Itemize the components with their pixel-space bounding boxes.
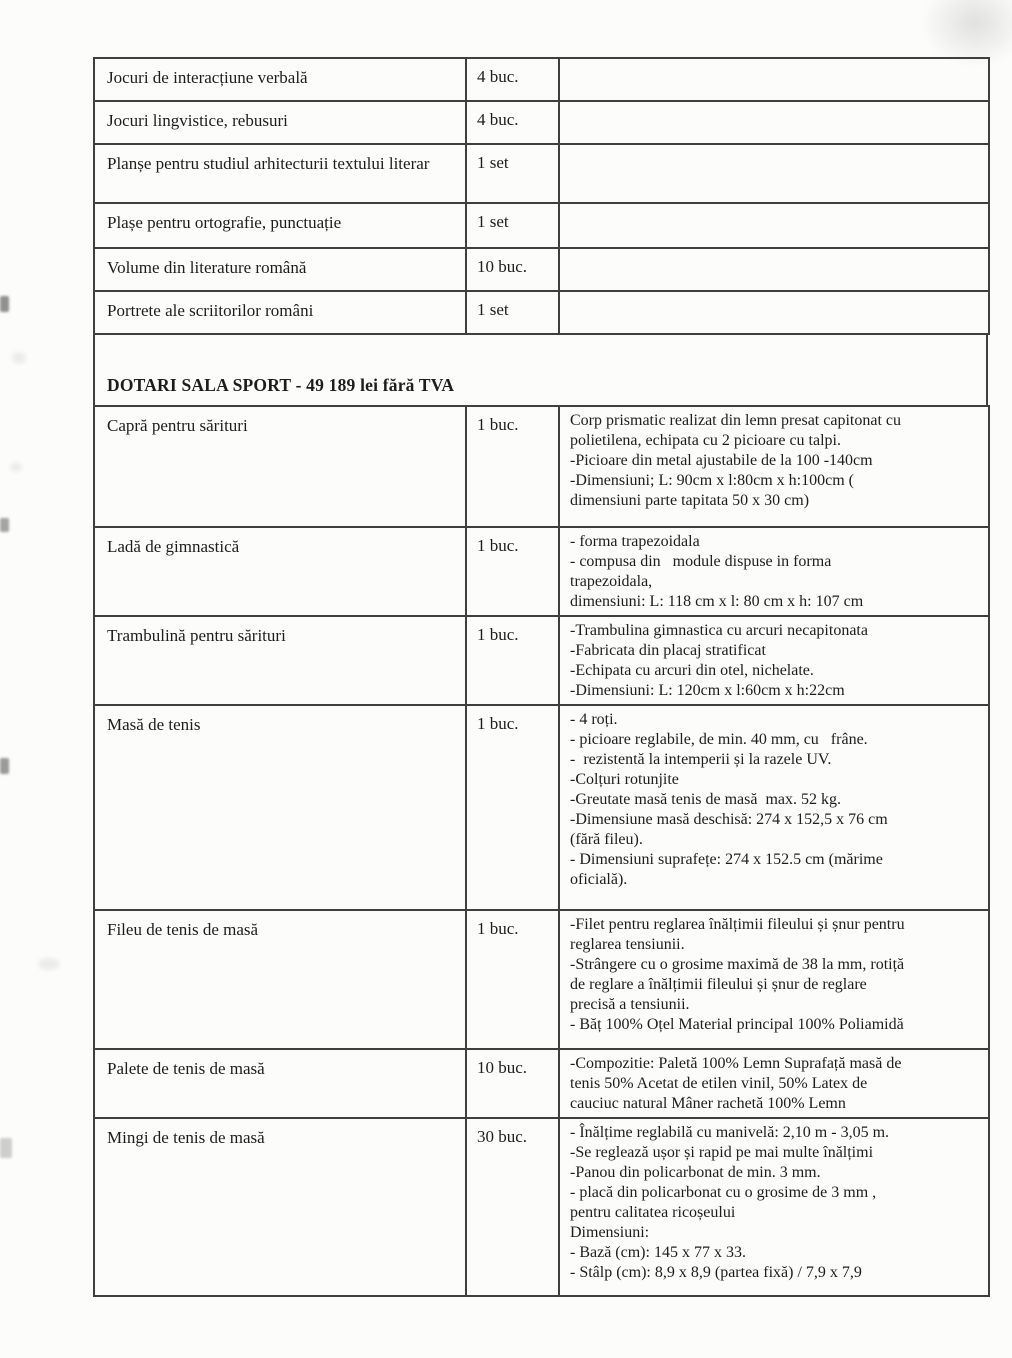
item-name: Jocuri lingvistice, rebusuri	[94, 101, 466, 144]
item-name: Planșe pentru studiul arhitecturii textului literar	[94, 144, 466, 203]
item-quantity: 30 buc.	[466, 1118, 559, 1296]
item-description: -Trambulina gimnastica cu arcuri necapitonata -Fabricata din placaj stratificat -Echipata cu arcuri din otel, nichelate. -Dimensiuni: L: 120cm x l:60cm x h:22cm	[559, 616, 989, 705]
item-description: -Filet pentru reglarea înălțimii fileului și șnur pentru reglarea tensiunii. -Strângere cu o grosime maximă de 38 la mm, rotiță de reglare a înălțimii fileului și șnur de reglare precisă a tensiunii. - Băț 100% Oțel Material principal 100% Poliamidă	[559, 910, 989, 1049]
item-quantity: 1 set	[466, 144, 559, 203]
table-row	[94, 705, 989, 910]
table-row	[94, 1118, 989, 1296]
table-row	[94, 58, 989, 101]
item-quantity: 10 buc.	[466, 248, 559, 291]
item-quantity: 1 set	[466, 291, 559, 334]
sport-section-heading-cell	[93, 335, 988, 405]
scan-edge-mark	[0, 518, 9, 532]
item-quantity: 1 buc.	[466, 616, 559, 705]
item-name: Capră pentru sărituri	[94, 406, 466, 527]
item-quantity: 10 buc.	[466, 1049, 559, 1118]
item-description	[559, 144, 989, 203]
table-row	[94, 910, 989, 1049]
item-description	[559, 248, 989, 291]
item-quantity: 4 buc.	[466, 101, 559, 144]
table-row	[94, 527, 989, 616]
item-description	[559, 101, 989, 144]
item-name: Jocuri de interacțiune verbală	[94, 58, 466, 101]
item-name: Trambulină pentru sărituri	[94, 616, 466, 705]
item-quantity: 1 buc.	[466, 527, 559, 616]
item-description: - 4 roți. - picioare reglabile, de min. 40 mm, cu frâne. - rezistentă la intemperii și la razele UV. -Colțuri rotunjite -Greutate masă tenis de masă max. 52 kg. -Dimensiune masă deschisă: 274 x 152,5 x 76 cm (fără fileu). - Dimensiuni suprafețe: 274 x 152.5 cm (mărime oficială).	[559, 705, 989, 910]
item-description: -Compozitie: Paletă 100% Lemn Suprafață masă de tenis 50% Acetat de etilen vinil, 50% Latex de cauciuc natural Mâner rachetă 100% Lemn	[559, 1049, 989, 1118]
table-row	[94, 291, 989, 334]
document-body	[93, 57, 988, 1297]
item-description: Corp prismatic realizat din lemn presat capitonat cu polietilena, echipata cu 2 picioare cu talpi. -Picioare din metal ajustabile de la 100 -140cm -Dimensiuni; L: 90cm x l:80cm x h:100cm ( dimensiuni parte tapitata 50 x 30 cm)	[559, 406, 989, 527]
item-name: Volume din literature română	[94, 248, 466, 291]
item-description	[559, 203, 989, 248]
table-row	[94, 101, 989, 144]
table-row	[94, 144, 989, 203]
item-description: - Înălțime reglabilă cu manivelă: 2,10 m - 3,05 m. -Se reglează ușor și rapid pe mai multe înălțimi -Panou din policarbonat de min. 3 mm. - placă din policarbonat cu o grosime de 3 mm , pentru calitatea ricoșeului Dimensiuni: - Bază (cm): 145 x 77 x 33. - Stâlp (cm): 8,9 x 8,9 (partea fixă) / 7,9 x 7,9	[559, 1118, 989, 1296]
item-name: Mingi de tenis de masă	[94, 1118, 466, 1296]
item-quantity: 4 buc.	[466, 58, 559, 101]
item-quantity: 1 buc.	[466, 910, 559, 1049]
scan-blob	[38, 958, 60, 970]
item-name: Masă de tenis	[94, 705, 466, 910]
item-quantity: 1 buc.	[466, 406, 559, 527]
scan-edge-mark	[0, 1138, 12, 1158]
item-name: Fileu de tenis de masă	[94, 910, 466, 1049]
item-name: Palete de tenis de masă	[94, 1049, 466, 1118]
item-description: - forma trapezoidala - compusa din module dispuse in forma trapezoidala, dimensiuni: L: 118 cm x l: 80 cm x h: 107 cm	[559, 527, 989, 616]
scan-edge-mark	[0, 296, 9, 312]
item-name: Ladă de gimnastică	[94, 527, 466, 616]
item-name: Portrete ale scriitorilor români	[94, 291, 466, 334]
item-description	[559, 58, 989, 101]
table-row	[94, 248, 989, 291]
table-row	[94, 1049, 989, 1118]
sport-section-heading: DOTARI SALA SPORT - 49 189 lei fără TVA	[107, 375, 455, 395]
table-row	[94, 406, 989, 527]
table-row	[94, 616, 989, 705]
item-quantity: 1 buc.	[466, 705, 559, 910]
item-name: Plașe pentru ortografie, punctuație	[94, 203, 466, 248]
sport-equipment-table	[93, 405, 990, 1297]
scan-blob	[10, 462, 22, 472]
scan-blob	[12, 352, 26, 364]
scan-edge-mark	[0, 758, 9, 774]
item-quantity: 1 set	[466, 203, 559, 248]
table-row	[94, 203, 989, 248]
item-description	[559, 291, 989, 334]
materials-table	[93, 57, 990, 335]
